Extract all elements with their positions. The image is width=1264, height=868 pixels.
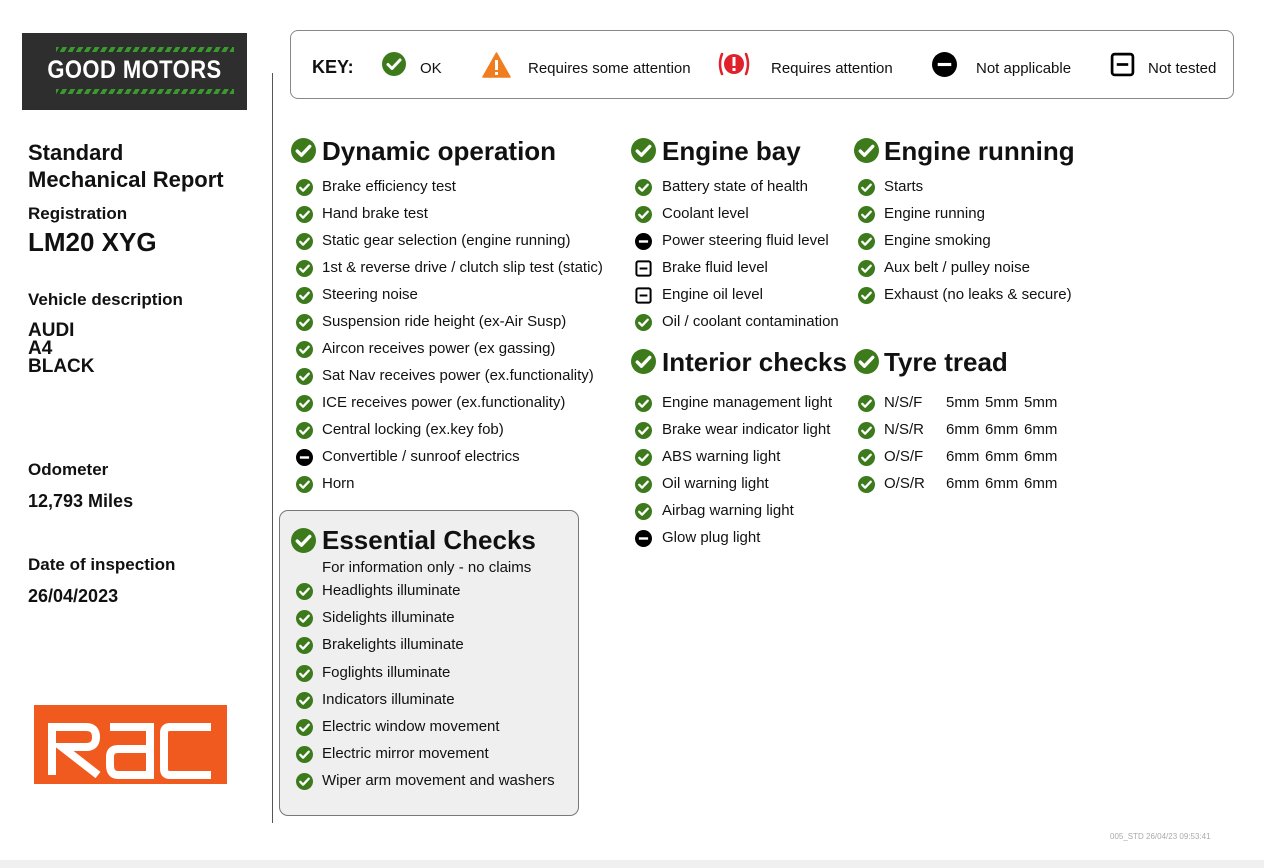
tyre-depth-v3: 5mm xyxy=(1024,394,1058,411)
essential-item-label: Electric mirror movement xyxy=(322,745,489,762)
tyre-item-label: O/S/F xyxy=(884,448,924,465)
registration-value: LM20 XYG xyxy=(28,227,157,257)
ok-icon xyxy=(635,476,652,493)
ok-icon xyxy=(296,341,313,358)
dynamic-item-label: Brake efficiency test xyxy=(322,178,456,195)
dynamic-operation-title: Dynamic operation xyxy=(322,136,557,166)
ok-icon xyxy=(296,476,313,493)
dynamic-item-label: Steering noise xyxy=(322,286,418,303)
ok-icon xyxy=(296,665,313,682)
ok-icon xyxy=(296,314,313,331)
tyre-depth-v1: 6mm xyxy=(946,421,980,438)
ok-icon xyxy=(296,233,313,250)
warning-triangle-icon xyxy=(482,52,511,78)
essential-checks-subtitle: For information only - no claims xyxy=(322,559,532,576)
engine_bay-item-label: Battery state of health xyxy=(662,178,808,195)
ok-icon xyxy=(635,422,652,439)
tyre-depth-v3: 6mm xyxy=(1024,448,1058,465)
tyre-tread-title: Tyre tread xyxy=(884,347,1008,377)
interior-checks-title: Interior checks xyxy=(662,347,847,377)
not-tested-icon xyxy=(635,287,652,304)
ok-icon xyxy=(858,422,875,439)
interior-item-label: Oil warning light xyxy=(662,475,769,492)
engine_bay-item-label: Brake fluid level xyxy=(662,259,768,276)
logo-stripe-top xyxy=(56,47,234,52)
ok-icon xyxy=(296,583,313,600)
ok-icon xyxy=(296,179,313,196)
dynamic-item-label: 1st & reverse drive / clutch slip test (static) xyxy=(322,259,603,276)
ok-icon xyxy=(296,395,313,412)
ok-icon xyxy=(296,719,313,736)
not-applicable-icon xyxy=(635,233,652,250)
engine_running-item-label: Exhaust (no leaks & secure) xyxy=(884,286,1072,303)
engine-bay-section-ok-icon xyxy=(631,138,656,163)
essential-item-label: Headlights illuminate xyxy=(322,582,461,599)
status-key xyxy=(290,30,1234,99)
tyre-section-ok-icon xyxy=(854,349,879,374)
registration-label: Registration xyxy=(28,204,128,223)
not-tested-icon xyxy=(1110,52,1135,77)
key-not-applicable-label: Not applicable xyxy=(976,60,1072,77)
ok-icon xyxy=(296,637,313,654)
essential-item-label: Electric window movement xyxy=(322,718,500,735)
ok-icon xyxy=(296,260,313,277)
ok-icon xyxy=(635,395,652,412)
inspection-date-label: Date of inspection xyxy=(28,555,176,574)
engine-running-section-ok-icon xyxy=(854,138,879,163)
ok-icon xyxy=(635,449,652,466)
engine_bay-item-label: Oil / coolant contamination xyxy=(662,313,839,330)
not-applicable-icon xyxy=(296,449,313,466)
key-attention-label: Requires attention xyxy=(771,60,893,77)
dynamic-item-label: Central locking (ex.key fob) xyxy=(322,421,504,438)
interior-section-ok-icon xyxy=(631,349,656,374)
ok-icon xyxy=(635,503,652,520)
essential-item-label: Sidelights illuminate xyxy=(322,609,455,626)
dynamic-section-ok-icon xyxy=(291,138,316,163)
engine-bay-title: Engine bay xyxy=(662,136,801,166)
ok-icon xyxy=(382,52,406,76)
interior-item-label: Airbag warning light xyxy=(662,502,794,519)
tyre-depth-v2: 6mm xyxy=(985,475,1019,492)
ok-icon xyxy=(296,368,313,385)
dynamic-item-label: Suspension ride height (ex-Air Susp) xyxy=(322,313,567,330)
dynamic-item-label: Sat Nav receives power (ex.functionality) xyxy=(322,367,594,384)
essential-section-ok-icon xyxy=(291,528,316,553)
engine_running-item-label: Starts xyxy=(884,178,924,195)
tyre-depth-v2: 6mm xyxy=(985,448,1019,465)
tyre-depth-v3: 6mm xyxy=(1024,475,1058,492)
ok-icon xyxy=(858,395,875,412)
ok-icon xyxy=(858,179,875,196)
rac-logo-graphic xyxy=(34,705,227,784)
key-not-tested-label: Not tested xyxy=(1148,60,1217,77)
dynamic-item-label: ICE receives power (ex.functionality) xyxy=(322,394,566,411)
vehicle-model: A4 xyxy=(28,338,53,359)
key-title: KEY: xyxy=(312,57,354,77)
tyre-item-label: O/S/R xyxy=(884,475,925,492)
essential-item-label: Indicators illuminate xyxy=(322,691,455,708)
essential-item-label: Brakelights illuminate xyxy=(322,636,464,653)
key-ok-label: OK xyxy=(420,60,442,77)
ok-icon xyxy=(296,773,313,790)
dynamic-item-label: Aircon receives power (ex gassing) xyxy=(322,340,556,357)
not-applicable-icon xyxy=(932,52,957,77)
ok-icon xyxy=(858,476,875,493)
ok-icon xyxy=(296,422,313,439)
tyre-depth-v1: 5mm xyxy=(946,394,980,411)
tyre-depth-v1: 6mm xyxy=(946,475,980,492)
vehicle-make: AUDI xyxy=(28,320,75,341)
essential-item-label: Foglights illuminate xyxy=(322,664,451,681)
engine-running-title: Engine running xyxy=(884,136,1075,166)
report-title xyxy=(28,139,224,193)
dynamic-item-label: Convertible / sunroof electrics xyxy=(322,448,520,465)
dynamic-item-label: Horn xyxy=(322,475,355,492)
alert-icon xyxy=(717,50,751,78)
logo-text: GOOD MOTORS xyxy=(47,56,222,84)
interior-item-label: ABS warning light xyxy=(662,448,781,465)
report-title-line1: Standard xyxy=(28,140,124,165)
engine_running-item-label: Engine running xyxy=(884,205,985,222)
odometer-value: 12,793 Miles xyxy=(28,491,134,511)
odometer-label: Odometer xyxy=(28,460,109,479)
essential-item-label: Wiper arm movement and washers xyxy=(322,772,555,789)
vehicle-description-label: Vehicle description xyxy=(28,290,183,309)
tyre-item-label: N/S/F xyxy=(884,394,923,411)
page-bottom-band xyxy=(0,860,1264,868)
engine_running-item-label: Engine smoking xyxy=(884,232,991,249)
tyre-item-label: N/S/R xyxy=(884,421,925,438)
key-some-attention-label: Requires some attention xyxy=(528,60,691,77)
column-divider xyxy=(272,73,273,823)
ok-icon xyxy=(635,314,652,331)
essential-checks-title: Essential Checks xyxy=(322,525,536,555)
ok-icon xyxy=(296,746,313,763)
not-applicable-icon xyxy=(635,530,652,547)
ok-icon xyxy=(858,260,875,277)
vehicle-colour: BLACK xyxy=(28,356,95,377)
ok-icon xyxy=(296,692,313,709)
footer-code: 005_STD 26/04/23 09:53:41 xyxy=(1110,832,1211,841)
ok-icon xyxy=(635,206,652,223)
interior-item-label: Brake wear indicator light xyxy=(662,421,831,438)
not-tested-icon xyxy=(635,260,652,277)
ok-icon xyxy=(296,610,313,627)
inspection-date-value: 26/04/2023 xyxy=(28,586,119,606)
ok-icon xyxy=(858,233,875,250)
interior-item-label: Glow plug light xyxy=(662,529,761,546)
tyre-depth-v1: 6mm xyxy=(946,448,980,465)
ok-icon xyxy=(635,179,652,196)
ok-icon xyxy=(858,206,875,223)
ok-icon xyxy=(858,449,875,466)
report-title-line2: Mechanical Report xyxy=(28,167,224,192)
ok-icon xyxy=(296,287,313,304)
engine_bay-item-label: Coolant level xyxy=(662,205,749,222)
engine_running-item-label: Aux belt / pulley noise xyxy=(884,259,1030,276)
rac-logo xyxy=(34,705,227,784)
ok-icon xyxy=(858,287,875,304)
engine_bay-item-label: Engine oil level xyxy=(662,286,763,303)
engine_bay-item-label: Power steering fluid level xyxy=(662,232,829,249)
dynamic-item-label: Static gear selection (engine running) xyxy=(322,232,571,249)
interior-item-label: Engine management light xyxy=(662,394,833,411)
tyre-depth-v2: 6mm xyxy=(985,421,1019,438)
ok-icon xyxy=(296,206,313,223)
tyre-depth-v3: 6mm xyxy=(1024,421,1058,438)
dynamic-item-label: Hand brake test xyxy=(322,205,428,222)
logo-stripe-bottom xyxy=(56,89,234,94)
tyre-depth-v2: 5mm xyxy=(985,394,1019,411)
good-motors-logo xyxy=(22,33,247,110)
